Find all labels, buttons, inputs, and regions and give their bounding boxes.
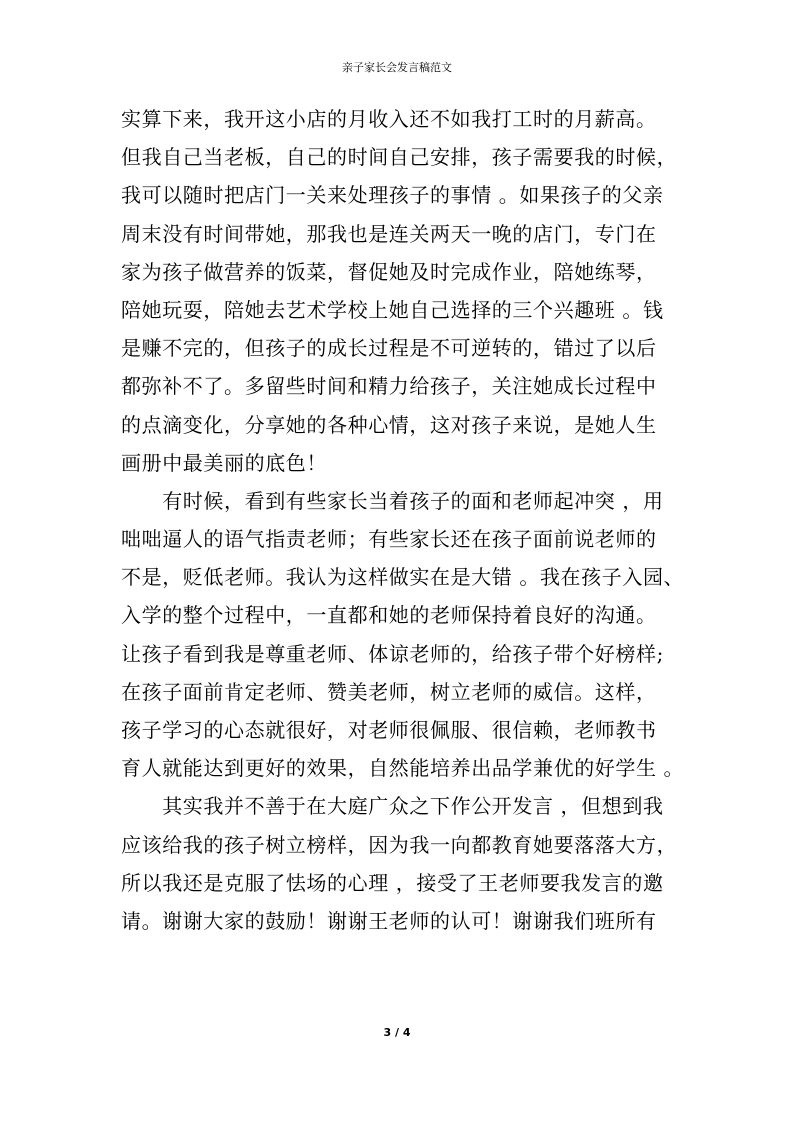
page-number: 3 / 4 bbox=[383, 1026, 411, 1039]
text-line: 所以我还是克服了怯场的心理 ，接受了王老师要我发言的邀 bbox=[121, 870, 664, 895]
text-line: 入学的整个过程中，一直都和她的老师保持着良好的沟通。 bbox=[121, 603, 657, 628]
text-line: 育人就能达到更好的效果，自然能培养出品学兼优的好学生 。 bbox=[121, 756, 685, 781]
text-line: 其实我并不善于在大庭广众之下作公开发言 ，但想到我 bbox=[121, 794, 664, 819]
text-line: 孩子学习的心态就很好，对老师很佩服、很信赖，老师教书 bbox=[121, 718, 657, 742]
text-line: 不是，贬低老师。我认为这样做实在是大错 。我在孩子入园、 bbox=[121, 565, 685, 590]
text-line: 在孩子面前肯定老师、赞美老师，树立老师的威信。这样， bbox=[121, 679, 657, 704]
text-line: 有时候，看到有些家长当着孩子的面和老师起冲突 ，用 bbox=[121, 488, 664, 513]
text-line: 但我自己当老板，自己的时间自己安排，孩子需要我的时候， bbox=[121, 145, 678, 170]
text-line: 实算下来，我开这小店的月收入还不如我打工时的月薪高。 bbox=[121, 107, 657, 131]
body-text bbox=[121, 100, 685, 940]
text-line: 周末没有时间带她，那我也是连关两天一晚的店门，专门在 bbox=[121, 221, 657, 246]
text-line: 都弥补不了。多留些时间和精力给孩子，关注她成长过程中 bbox=[121, 374, 657, 399]
text-line: 我可以随时把店门一关来处理孩子的事情 。如果孩子的父亲 bbox=[121, 183, 664, 208]
text-line: 咄咄逼人的语气指责老师；有些家长还在孩子面前说老师的 bbox=[121, 527, 657, 552]
text-line: 让孩子看到我是尊重老师、体谅老师的，给孩子带个好榜样; bbox=[121, 641, 664, 666]
text-line: 应该给我的孩子树立榜样，因为我一向都教育她要落落大方， bbox=[121, 832, 678, 857]
text-line: 请。谢谢大家的鼓励！谢谢王老师的认可！谢谢我们班所有 bbox=[121, 908, 657, 933]
text-line: 是赚不完的，但孩子的成长过程是不可逆转的，错过了以后 bbox=[121, 336, 657, 361]
text-line: 的点滴变化，分享她的各种心情，这对孩子来说，是她人生 bbox=[121, 412, 657, 437]
text-line: 家为孩子做营养的饭菜，督促她及时完成作业，陪她练琴， bbox=[121, 259, 657, 284]
text-line: 画册中最美丽的底色！ bbox=[121, 450, 327, 475]
page-header: 亲子家长会发言稿范文 bbox=[342, 61, 452, 74]
text-line: 陪她玩耍，陪她去艺术学校上她自己选择的三个兴趣班 。钱 bbox=[121, 297, 664, 322]
